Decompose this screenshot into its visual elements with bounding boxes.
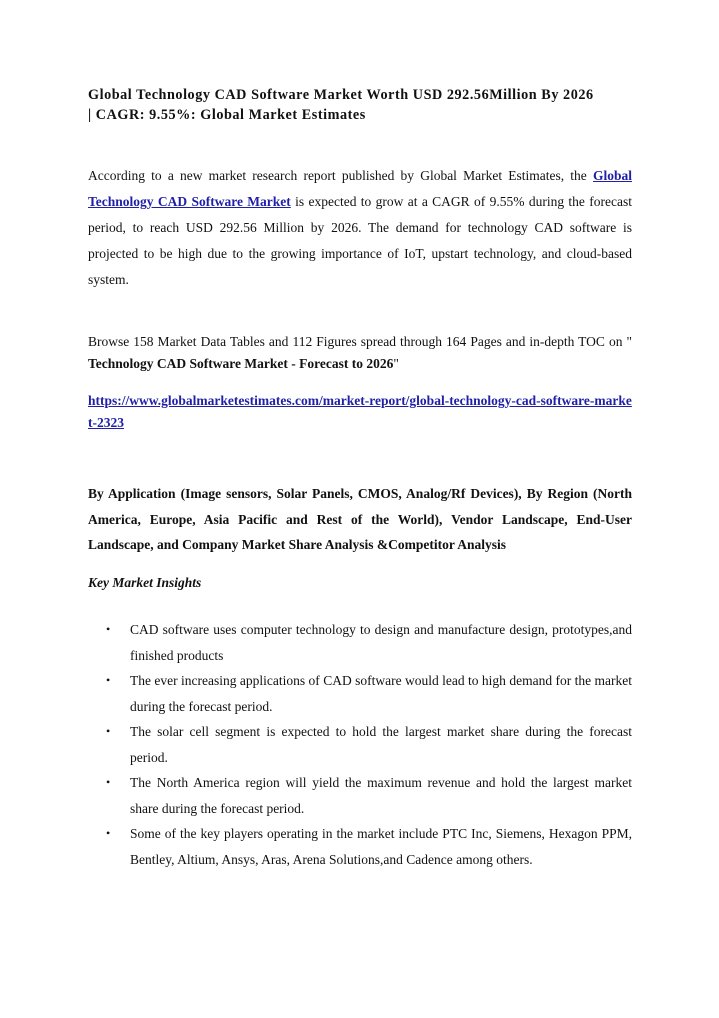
bullet-icon: • — [106, 673, 111, 687]
title-line-2: | CAGR: 9.55%: Global Market Estimates — [88, 107, 366, 123]
lead-text-before-link: According to a new market research report published by Global Market Estimates, the — [88, 168, 593, 183]
list-item — [88, 668, 632, 719]
bullet-icon: • — [106, 775, 111, 789]
list-item-text: The solar cell segment is expected to hold the largest market share during the forecast period. — [130, 724, 632, 765]
list-item-text: The North America region will yield the maximum revenue and hold the largest market share during the forecast period. — [130, 775, 632, 816]
report-url-link[interactable]: https://www.globalmarketestimates.com/market-report/global-technology-cad-software-market-2323 — [88, 393, 632, 430]
title-line-1: Global Technology CAD Software Market Worth USD 292.56Million By 2026 — [88, 87, 594, 103]
list-item — [88, 821, 632, 872]
lead-paragraph — [88, 163, 632, 293]
browse-paragraph — [88, 331, 632, 375]
list-item — [88, 617, 632, 668]
report-url-paragraph — [88, 390, 633, 434]
market-report-link[interactable]: Global Technology CAD Software Market — [88, 168, 632, 209]
bullet-icon: • — [106, 622, 111, 636]
key-insights-list — [88, 617, 632, 872]
key-insights-heading: Key Market Insights — [88, 575, 202, 590]
browse-report-title: Technology CAD Software Market - Forecast to 2026 — [88, 356, 394, 371]
list-item — [88, 770, 632, 821]
list-item-text: CAD software uses computer technology to design and manufacture design, prototypes,and finished products — [130, 622, 632, 663]
bullet-icon: • — [106, 826, 111, 840]
segmentation-paragraph: By Application (Image sensors, Solar Panels, CMOS, Analog/Rf Devices), By Region (North America, Europe, Asia Pacific and Rest of the World), Vendor Landscape, End-User Landscape, and Company Market Share Analysis &Competitor Analysis — [88, 486, 632, 552]
lead-text-after-link: is expected to grow at a CAGR of 9.55% during the forecast period, to reach USD 292.56 Million by 2026. The demand for technology CAD software is projected to be high due to the growing importance of IoT, upstart technology, and cloud-based system. — [88, 194, 632, 287]
list-item-text: The ever increasing applications of CAD software would lead to high demand for the market during the forecast period. — [130, 673, 632, 714]
list-item — [88, 719, 632, 770]
browse-text-before: Browse 158 Market Data Tables and 112 Figures spread through 164 Pages and in-depth TOC on " — [88, 334, 632, 349]
press-release-title — [88, 85, 633, 125]
bullet-icon: • — [106, 724, 111, 738]
list-item-text: Some of the key players operating in the market include PTC Inc, Siemens, Hexagon PPM, Bentley, Altium, Ansys, Aras, Arena Solutions,and Cadence among others. — [130, 826, 632, 867]
browse-text-after: " — [393, 356, 399, 371]
